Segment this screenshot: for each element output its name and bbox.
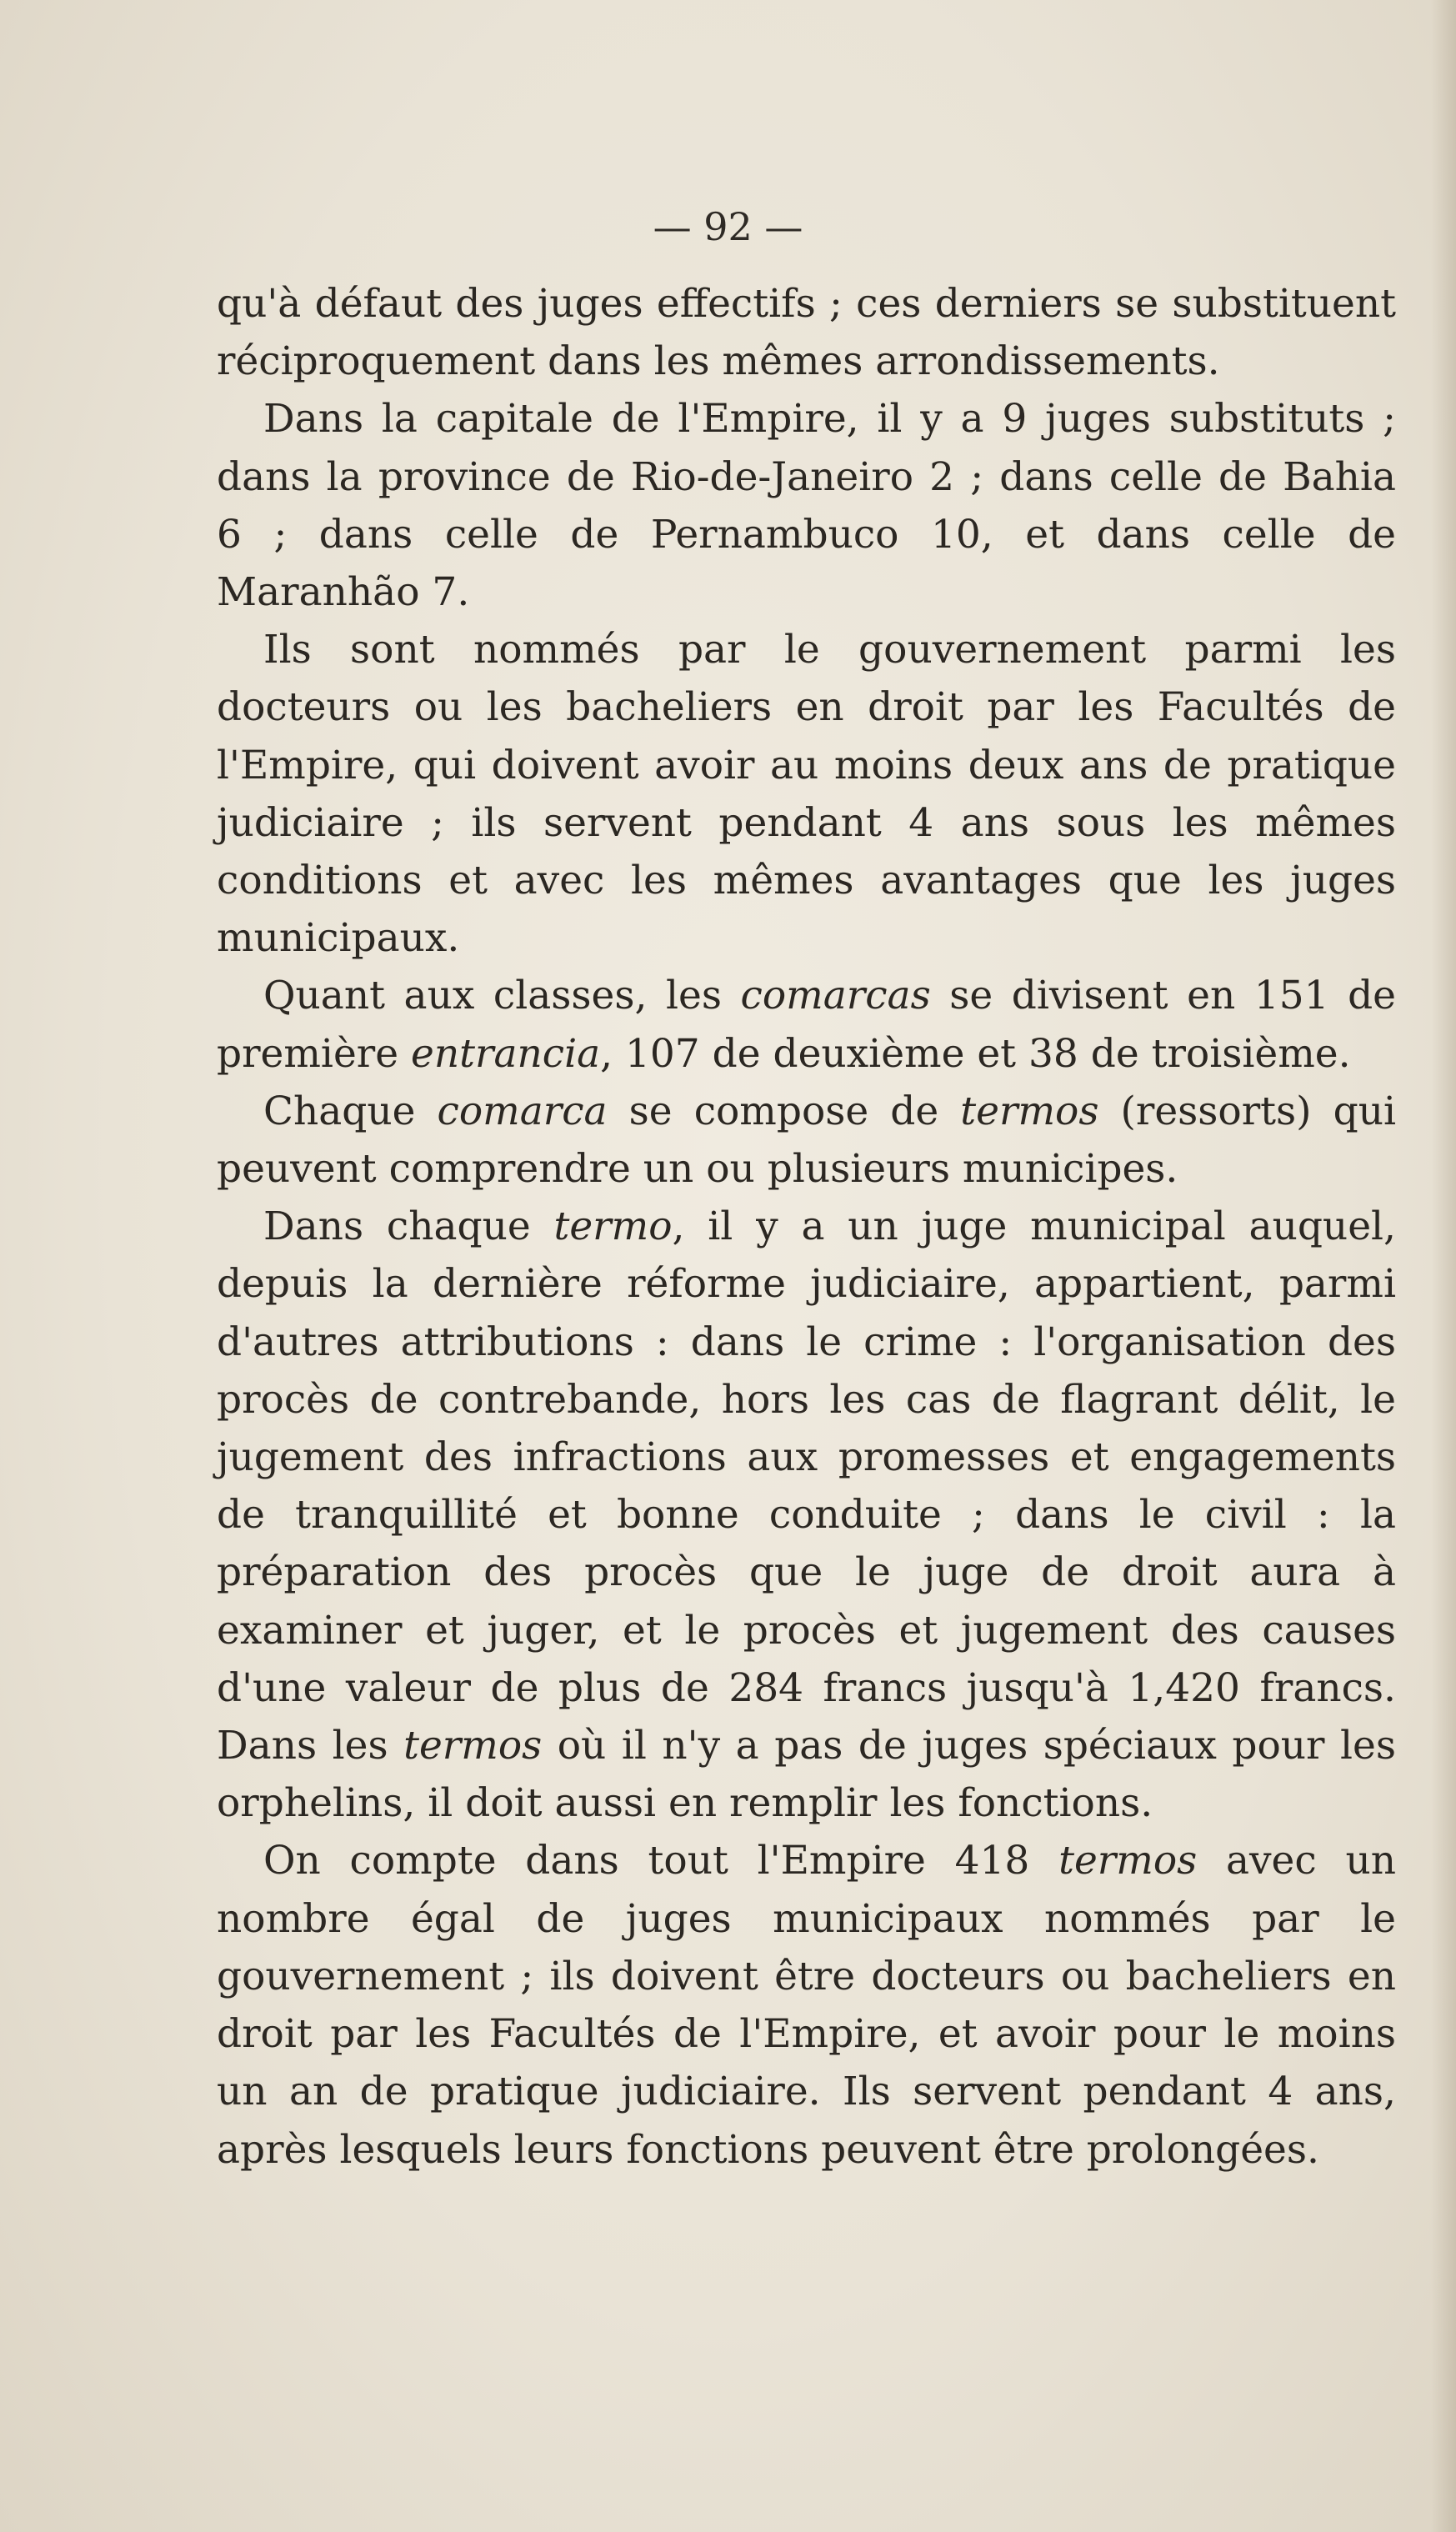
page-edge-shadow <box>1431 0 1456 2532</box>
italic-term: termos <box>403 1723 543 1769</box>
italic-term: comarcas <box>740 973 931 1019</box>
text-run: Dans la capitale de l'Empire, il y a 9 juges substituts ; dans la province de Rio-de-Janeiro 2 ; dans celle de Bahia 6 ; dans celle de Pernambuco 10, et dans celle de Maranhão 7. <box>217 396 1396 616</box>
paragraph <box>217 1832 1396 2178</box>
italic-term: termos <box>1058 1838 1198 1884</box>
paragraph <box>217 390 1396 621</box>
text-run: Ils sont nommés par le gouvernement parmi les docteurs ou les bacheliers en droit par les Facultés de l'Empire, qui doivent avoir au moins deux ans de pratique judiciaire ; ils servent pendant 4 ans sous les mêmes conditions et avec les mêmes avantages que les juges municipaux. <box>217 627 1396 962</box>
text-run: se compose de <box>607 1088 961 1134</box>
paragraph <box>217 1083 1396 1198</box>
paragraph <box>217 1198 1396 1832</box>
text-run: avec un nombre égal de juges municipaux nommés par le gouvernement ; ils doivent être docteurs ou bacheliers en droit par les Facultés de l'Empire, et avoir pour le moins un an de pratique judiciaire. Ils servent pendant 4 ans, après lesquels leurs fonctions peuvent être prolongées. <box>217 1838 1396 2173</box>
italic-term: termos <box>960 1088 1099 1134</box>
body-text <box>217 275 1396 2179</box>
text-run: , 107 de deuxième et 38 de troisième. <box>600 1030 1351 1077</box>
italic-term: entrancia <box>411 1030 601 1077</box>
text-run: , il y a un juge municipal auquel, depuis la dernière réforme judiciaire, appartient, parmi d'autres attributions : dans le crime : l'organisation des procès de contrebande, hors les cas de flagrant délit, le jugement des infractions aux promesses et engagements de tranquillité et bonne conduite ; dans le civil : la préparation des procès que le juge de droit aura à examiner et juger, et le procès et jugement des causes d'une valeur de plus de 284 francs jusqu'à 1,420 francs. Dans les <box>217 1203 1396 1769</box>
paragraph <box>217 275 1396 390</box>
text-run: Quant aux classes, les <box>263 973 741 1019</box>
page-number: — 92 — <box>653 204 803 249</box>
paragraph <box>217 621 1396 967</box>
text-run: se divisent en 151 de première <box>217 973 1396 1077</box>
text-run: où il n'y a pas de juges spéciaux pour les orphelins, il doit aussi en remplir les fonctions. <box>217 1723 1396 1827</box>
italic-term: termo <box>553 1203 673 1250</box>
text-run: Chaque <box>263 1088 438 1134</box>
italic-term: comarca <box>437 1088 608 1134</box>
text-run: On compte dans tout l'Empire 418 <box>263 1838 1059 1884</box>
paragraph <box>217 967 1396 1082</box>
text-run: (ressorts) qui peuvent comprendre un ou plusieurs municipes. <box>217 1088 1396 1193</box>
text-run: Dans chaque <box>263 1203 554 1250</box>
text-run: qu'à défaut des juges effectifs ; ces derniers se substituent réciproquement dans les mêmes arrondissements. <box>217 281 1396 385</box>
